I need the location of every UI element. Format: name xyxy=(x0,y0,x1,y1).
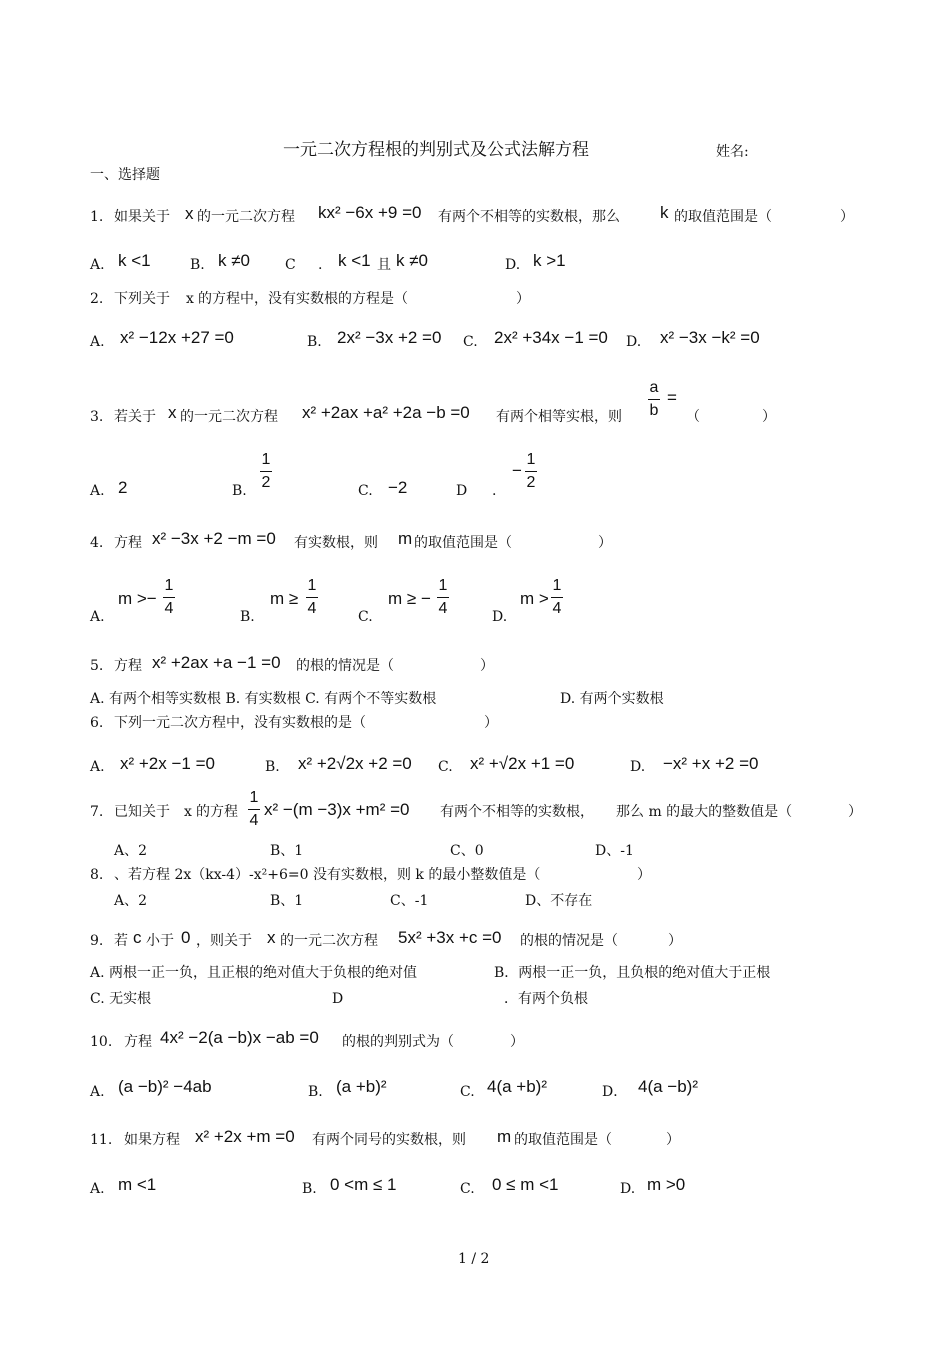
q10-close: ） xyxy=(510,1034,524,1050)
q1-expr-a: k <1 xyxy=(118,251,151,270)
q1-number: 1. xyxy=(90,209,104,225)
page-title: 一元二次方程根的判别式及公式法解方程 xyxy=(283,140,589,160)
q3-option-c: C. xyxy=(358,483,373,499)
q10-text: 的根的判别式为（ xyxy=(342,1034,454,1050)
q11-option-d: D. xyxy=(620,1181,636,1197)
q3-option-b: B. xyxy=(232,483,247,499)
q1-option-b: B. xyxy=(190,257,205,273)
q3-close: ） xyxy=(762,409,776,425)
q6-expr-d: −x² +x +2 =0 xyxy=(663,754,759,773)
q9-option-b: B．两根一正一负，且负根的绝对值大于正根 xyxy=(494,965,771,981)
fraction-bar xyxy=(163,597,175,598)
q10-option-a: A. xyxy=(90,1084,105,1100)
q2-expr-b: 2x² −3x +2 =0 xyxy=(337,328,442,347)
q10-number: 10. xyxy=(90,1034,113,1050)
q6-number: 6. xyxy=(90,715,104,731)
q3-equals: = xyxy=(667,388,677,407)
q3-text: 有两个相等实根，则 xyxy=(496,409,622,425)
q11-expr-c: 0 ≤ m <1 xyxy=(492,1175,559,1194)
q6-option-c: C. xyxy=(438,759,453,775)
q5-options: A. 有两个相等实数根 B. 有实数根 C. 有两个不等实数根 xyxy=(90,691,437,707)
q11-close: ） xyxy=(666,1132,680,1148)
q4-text: 方程 xyxy=(114,535,142,551)
q8-option-d: D、不存在 xyxy=(525,893,593,909)
q4-numerator: 1 xyxy=(552,577,562,594)
q2-option-a: A. xyxy=(90,334,105,350)
q1-text: 如果关于 xyxy=(114,209,170,225)
q8-number: 8. xyxy=(90,867,104,883)
q10-expr-b: (a +b)² xyxy=(336,1077,387,1096)
q4-denominator: 4 xyxy=(164,600,174,617)
q3-d-sign: − xyxy=(512,461,522,480)
q7-text: 那么 m 的最大的整数值是（ xyxy=(616,804,793,820)
q4-expr-a: m >− xyxy=(118,589,157,608)
q9-text: 小于 xyxy=(146,933,174,949)
q11-text: 的取值范围是（ xyxy=(514,1132,612,1148)
q3-option-d: D xyxy=(456,483,468,499)
q2-number: 2. xyxy=(90,291,104,307)
q11-option-a: A. xyxy=(90,1181,105,1197)
q4-option-b: B. xyxy=(240,609,255,625)
q4-fraction-b xyxy=(306,578,318,617)
q9-text: 的根的情况是（ xyxy=(520,933,618,949)
q8-close: ） xyxy=(637,867,651,883)
q4-expr-d: m > xyxy=(520,589,549,608)
q3-paren: （ xyxy=(686,409,700,425)
q2-option-c: C. xyxy=(463,334,478,350)
fraction-bar xyxy=(306,597,318,598)
q6-option-a: A. xyxy=(90,759,105,775)
q8-option-b: B、1 xyxy=(270,893,304,909)
fraction-bar xyxy=(525,471,537,472)
q9-option-d-text: ．有两个负根 xyxy=(504,991,588,1007)
q4-expr-b: m ≥ xyxy=(270,589,299,608)
q7-equation: x² −(m −3)x +m² =0 xyxy=(264,800,410,819)
q3-b-denominator: 2 xyxy=(261,474,271,491)
q1-text: 有两个不相等的实数根，那么 xyxy=(438,209,620,225)
q9-var: x xyxy=(267,928,276,947)
q3-d-numerator: 1 xyxy=(526,451,536,468)
q6-expr-b: x² +2√2x +2 =0 xyxy=(298,754,412,773)
q1-close: ） xyxy=(840,209,854,225)
q9-text: ，则关于 xyxy=(196,933,252,949)
q3-text: 的一元二次方程 xyxy=(180,409,278,425)
q7-numerator: 1 xyxy=(249,789,259,806)
q4-denominator: 4 xyxy=(438,600,448,617)
q3-dot: . xyxy=(492,483,497,499)
q3-fraction-b xyxy=(260,452,272,491)
q4-numerator: 1 xyxy=(307,577,317,594)
q2-expr-a: x² −12x +27 =0 xyxy=(120,328,234,347)
q3-var: x xyxy=(168,403,177,422)
q10-option-d: D． xyxy=(602,1084,628,1100)
q3-numerator: a xyxy=(649,379,659,396)
q2-expr-d: x² −3x −k² =0 xyxy=(660,328,760,347)
q6-text: 下列一元二次方程中，没有实数根的是（ xyxy=(114,715,366,731)
q7-option-a: A、2 xyxy=(114,843,148,859)
q7-number: 7. xyxy=(90,804,104,820)
q7-denominator: 4 xyxy=(249,812,259,829)
fraction-bar xyxy=(437,597,449,598)
q1-expr-c1: k <1 xyxy=(338,251,371,270)
q3-d-denominator: 2 xyxy=(526,474,536,491)
q6-expr-c: x² +√2x +1 =0 xyxy=(470,754,575,773)
section-heading: 一、选择题 xyxy=(90,167,160,183)
q1-expr-b: k ≠0 xyxy=(218,251,251,270)
q4-fraction-a xyxy=(163,578,175,617)
q1-dot: . xyxy=(318,257,323,273)
q1-option-d: D. xyxy=(505,257,521,273)
q1-text: 的一元二次方程 xyxy=(197,209,295,225)
q9-text: 若 xyxy=(114,933,128,949)
q8-option-c: C、-1 xyxy=(390,893,429,909)
q1-expr-d: k >1 xyxy=(533,251,566,270)
q10-expr-d: 4(a −b)² xyxy=(638,1077,698,1096)
q1-and: 且 xyxy=(377,257,391,273)
q2-expr-c: 2x² +34x −1 =0 xyxy=(494,328,608,347)
q7-text: 的方程 xyxy=(196,804,238,820)
q4-option-c: C. xyxy=(358,609,373,625)
q5-text: 方程 xyxy=(114,658,142,674)
q11-text: 如果方程 xyxy=(124,1132,180,1148)
q10-expr-a: (a −b)² −4ab xyxy=(118,1077,212,1096)
q4-equation: x² −3x +2 −m =0 xyxy=(152,529,276,548)
q11-option-b: B. xyxy=(302,1181,317,1197)
fraction-bar xyxy=(551,597,563,598)
q9-close: ） xyxy=(668,933,682,949)
q4-expr-c: m ≥ − xyxy=(388,589,431,608)
q3-denominator: b xyxy=(649,402,659,419)
q3-b-numerator: 1 xyxy=(261,451,271,468)
q1-option-a: A. xyxy=(90,257,105,273)
q3-fraction-d xyxy=(525,452,537,491)
q7-var: x xyxy=(184,804,192,820)
q9-option-c: C. 无实根 xyxy=(90,991,152,1007)
q4-denominator: 4 xyxy=(307,600,317,617)
q3-number: 3. xyxy=(90,409,104,425)
q9-text: 的一元二次方程 xyxy=(280,933,378,949)
q5-equation: x² +2ax +a −1 =0 xyxy=(152,653,281,672)
name-label: 姓名: xyxy=(716,144,749,160)
q9-var-c: c xyxy=(133,928,142,947)
q3-expr-a: 2 xyxy=(118,478,128,497)
q4-numerator: 1 xyxy=(438,577,448,594)
q7-option-c: C、0 xyxy=(450,843,484,859)
q1-option-c: C xyxy=(285,257,296,273)
q11-number: 11. xyxy=(90,1132,113,1148)
fraction-bar xyxy=(648,399,660,400)
q9-option-d: D xyxy=(332,991,344,1007)
q2-text: 下列关于 xyxy=(114,291,170,307)
q2-option-d: D. xyxy=(626,334,642,350)
q1-var: x xyxy=(185,204,194,223)
q1-equation: kx² −6x +9 =0 xyxy=(318,203,422,222)
q10-equation: 4x² −2(a −b)x −ab =0 xyxy=(160,1028,319,1047)
q1-expr-c2: k ≠0 xyxy=(396,251,429,270)
q6-expr-a: x² +2x −1 =0 xyxy=(120,754,215,773)
q9-option-a: A. 两根一正一负，且正根的绝对值大于负根的绝对值 xyxy=(90,965,418,981)
q8-text: 、若方程 2x（kx-4）-x²+6=0 没有实数根，则 k 的最小整数值是（ xyxy=(114,867,541,883)
q11-expr-a: m <1 xyxy=(118,1175,157,1194)
q1-var: k xyxy=(660,203,669,222)
q7-option-b: B、1 xyxy=(270,843,304,859)
q6-option-d: D. xyxy=(630,759,646,775)
q11-expr-b: 0 <m ≤ 1 xyxy=(330,1175,397,1194)
q5-close: ） xyxy=(480,658,494,674)
q6-close: ） xyxy=(484,715,498,731)
fraction-bar xyxy=(260,471,272,472)
q4-fraction-c xyxy=(437,578,449,617)
q4-numerator: 1 xyxy=(164,577,174,594)
q11-expr-d: m >0 xyxy=(647,1175,686,1194)
q4-var: m xyxy=(398,529,413,548)
q4-option-a: A. xyxy=(90,609,105,625)
page-number: 1 / 2 xyxy=(458,1251,490,1267)
q11-option-c: C. xyxy=(460,1181,475,1197)
q4-fraction-d xyxy=(551,578,563,617)
q11-text: 有两个同号的实数根，则 xyxy=(312,1132,466,1148)
q4-number: 4. xyxy=(90,535,104,551)
fraction-bar xyxy=(248,809,260,810)
q4-option-d: D. xyxy=(492,609,508,625)
q3-text: 若关于 xyxy=(114,409,156,425)
q11-var: m xyxy=(497,1127,512,1146)
q4-close: ） xyxy=(598,535,612,551)
q5-number: 5. xyxy=(90,658,104,674)
q3-expr-c: −2 xyxy=(388,478,408,497)
q3-equation: x² +2ax +a² +2a −b =0 xyxy=(302,403,470,422)
q5-option-d: D. 有两个实数根 xyxy=(560,691,664,707)
q9-equation: 5x² +3x +c =0 xyxy=(398,928,502,947)
q10-text: 方程 xyxy=(124,1034,152,1050)
q2-text: 的方程中，没有实数根的方程是（ xyxy=(198,291,408,307)
q4-text: 的取值范围是（ xyxy=(414,535,512,551)
q7-fraction xyxy=(248,790,260,829)
q2-var: x xyxy=(186,291,194,307)
q9-number: 9. xyxy=(90,933,104,949)
q2-option-b: B. xyxy=(307,334,322,350)
q11-equation: x² +2x +m =0 xyxy=(195,1127,295,1146)
q7-option-d: D、-1 xyxy=(595,843,634,859)
q3-fraction xyxy=(648,380,660,419)
q10-option-b: B. xyxy=(308,1084,323,1100)
q1-text: 的取值范围是（ xyxy=(674,209,772,225)
q3-option-a: A. xyxy=(90,483,105,499)
q8-option-a: A、2 xyxy=(114,893,148,909)
q7-close: ） xyxy=(848,804,862,820)
q10-option-c: C. xyxy=(460,1084,475,1100)
q9-zero: 0 xyxy=(181,928,191,947)
q5-text: 的根的情况是（ xyxy=(296,658,394,674)
q4-text: 有实数根，则 xyxy=(294,535,378,551)
q4-denominator: 4 xyxy=(552,600,562,617)
q10-expr-c: 4(a +b)² xyxy=(487,1077,547,1096)
q2-close: ） xyxy=(516,291,530,307)
q7-text: 已知关于 xyxy=(114,804,170,820)
q6-option-b: B. xyxy=(265,759,280,775)
q7-text: 有两个不相等的实数根， xyxy=(440,804,594,820)
